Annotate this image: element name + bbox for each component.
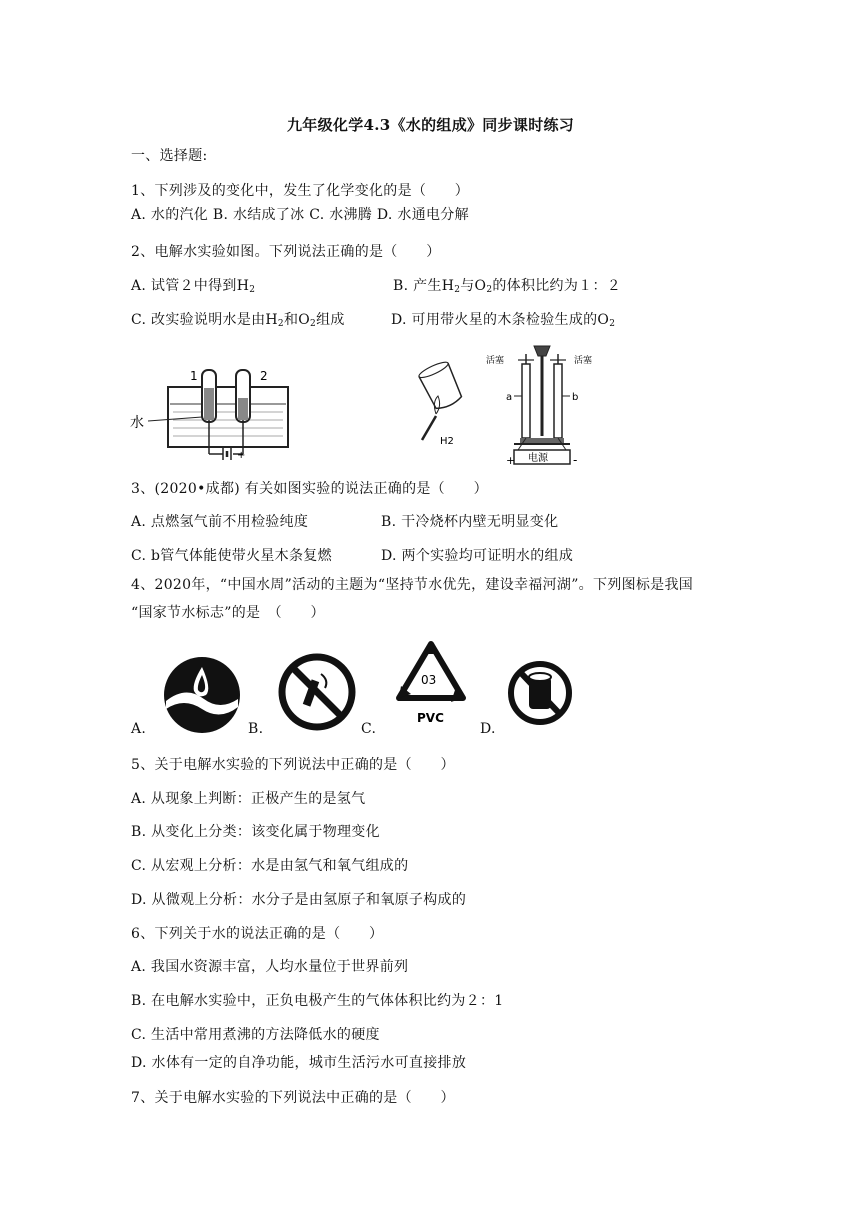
recycle-pvc-label: PVC — [417, 711, 444, 725]
power-negative-label: - — [573, 453, 578, 467]
power-positive-label: + — [506, 454, 516, 467]
q3-option-c: C. b管气体能使带火星木条复燃 — [131, 548, 332, 564]
water-label: 水 — [130, 415, 144, 431]
q2-option-a: A. 试管２中得到$H_2$ — [131, 278, 256, 295]
h2-label: H2 — [440, 436, 454, 447]
electrolysis-apparatus-figure — [128, 362, 298, 466]
tube-a-label: a — [506, 392, 513, 403]
q6-option-a: A. 我国水资源丰富，人均水量位于世界前列 — [131, 959, 409, 975]
no-littering-sign-icon — [507, 655, 573, 731]
q4-option-a: A. — [131, 721, 147, 737]
q6-option-d: D. 水体有一定的自净功能，城市生活污水可直接排放 — [131, 1055, 467, 1071]
q1-options: A. 水的汽化 B. 水结成了冰 C. 水沸腾 D. 水通电分解 — [131, 207, 469, 223]
q5-option-d: D. 从微观上分析：水分子是由氢原子和氧原子构成的 — [131, 892, 467, 908]
q2-option-b: B. 产生$H_2$与$O_2$的体积比约为１：２ — [393, 278, 622, 295]
q4-option-b: B. — [248, 721, 264, 737]
q5-option-b: B. 从变化上分类：该变化属于物理变化 — [131, 824, 380, 840]
valve-left-label: 活塞 — [486, 356, 505, 366]
q3-stem: 3、(2020•成都) 有关如图实验的说法正确的是（ ） — [131, 481, 488, 497]
hoffman-voltameter-figure — [484, 340, 602, 468]
q4-option-d: D. — [480, 721, 496, 737]
q6-option-b: B. 在电解水实验中，正负电极产生的气体体积比约为２：1 — [131, 993, 504, 1009]
q1-stem: 1、下列涉及的变化中，发生了化学变化的是（ ） — [131, 183, 470, 199]
q4-stem-line1: 4、2020年，“中国水周”活动的主题为“坚持节水优先，建设幸福河湖”。下列图标是我国 — [131, 577, 694, 593]
hydrogen-combustion-figure — [412, 358, 478, 458]
tube-1-label: 1 — [190, 369, 198, 383]
power-supply-label: 电源 — [528, 453, 548, 464]
section-heading: 一、选择题: — [131, 148, 208, 164]
q6-stem: 6、下列关于水的说法正确的是（ ） — [131, 926, 384, 942]
battery-plus-label: + — [237, 450, 246, 461]
water-drop-emblem-icon — [162, 655, 242, 735]
q5-stem: 5、关于电解水实验的下列说法中正确的是（ ） — [131, 757, 455, 773]
q2-stem: 2、电解水实验如图。下列说法正确的是（ ） — [131, 244, 441, 260]
q6-option-c: C. 生活中常用煮沸的方法降低水的硬度 — [131, 1027, 380, 1043]
recycle-code-label: 03 — [421, 673, 437, 687]
q5-option-c: C. 从宏观上分析：水是由氢气和氧气组成的 — [131, 858, 409, 874]
q5-option-a: A. 从现象上判断：正极产生的是氢气 — [131, 791, 366, 807]
valve-right-label: 活塞 — [574, 356, 593, 366]
tube-b-label: b — [572, 392, 579, 403]
q3-option-b: B. 干冷烧杯内壁无明显变化 — [381, 514, 559, 530]
q3-option-a: A. 点燃氢气前不用检验纯度 — [131, 514, 309, 530]
q3-option-d: D. 两个实验均可证明水的组成 — [381, 548, 574, 564]
no-smoking-sign-icon — [277, 652, 357, 732]
tube-2-label: 2 — [260, 369, 268, 383]
page-title: 九年级化学4.3《水的组成》同步课时练习 — [287, 116, 575, 134]
q7-stem: 7、关于电解水实验的下列说法中正确的是（ ） — [131, 1090, 455, 1106]
q2-option-d: D. 可用带火星的木条检验生成的$O_2$ — [391, 312, 616, 329]
q4-option-c: C. — [361, 721, 377, 737]
recycle-pvc-icon — [391, 638, 471, 730]
q2-option-c: C. 改实验说明水是由$H_2$和$O_2$组成 — [131, 312, 345, 329]
q4-stem-line2: “国家节水标志”的是 （ ） — [131, 605, 325, 621]
